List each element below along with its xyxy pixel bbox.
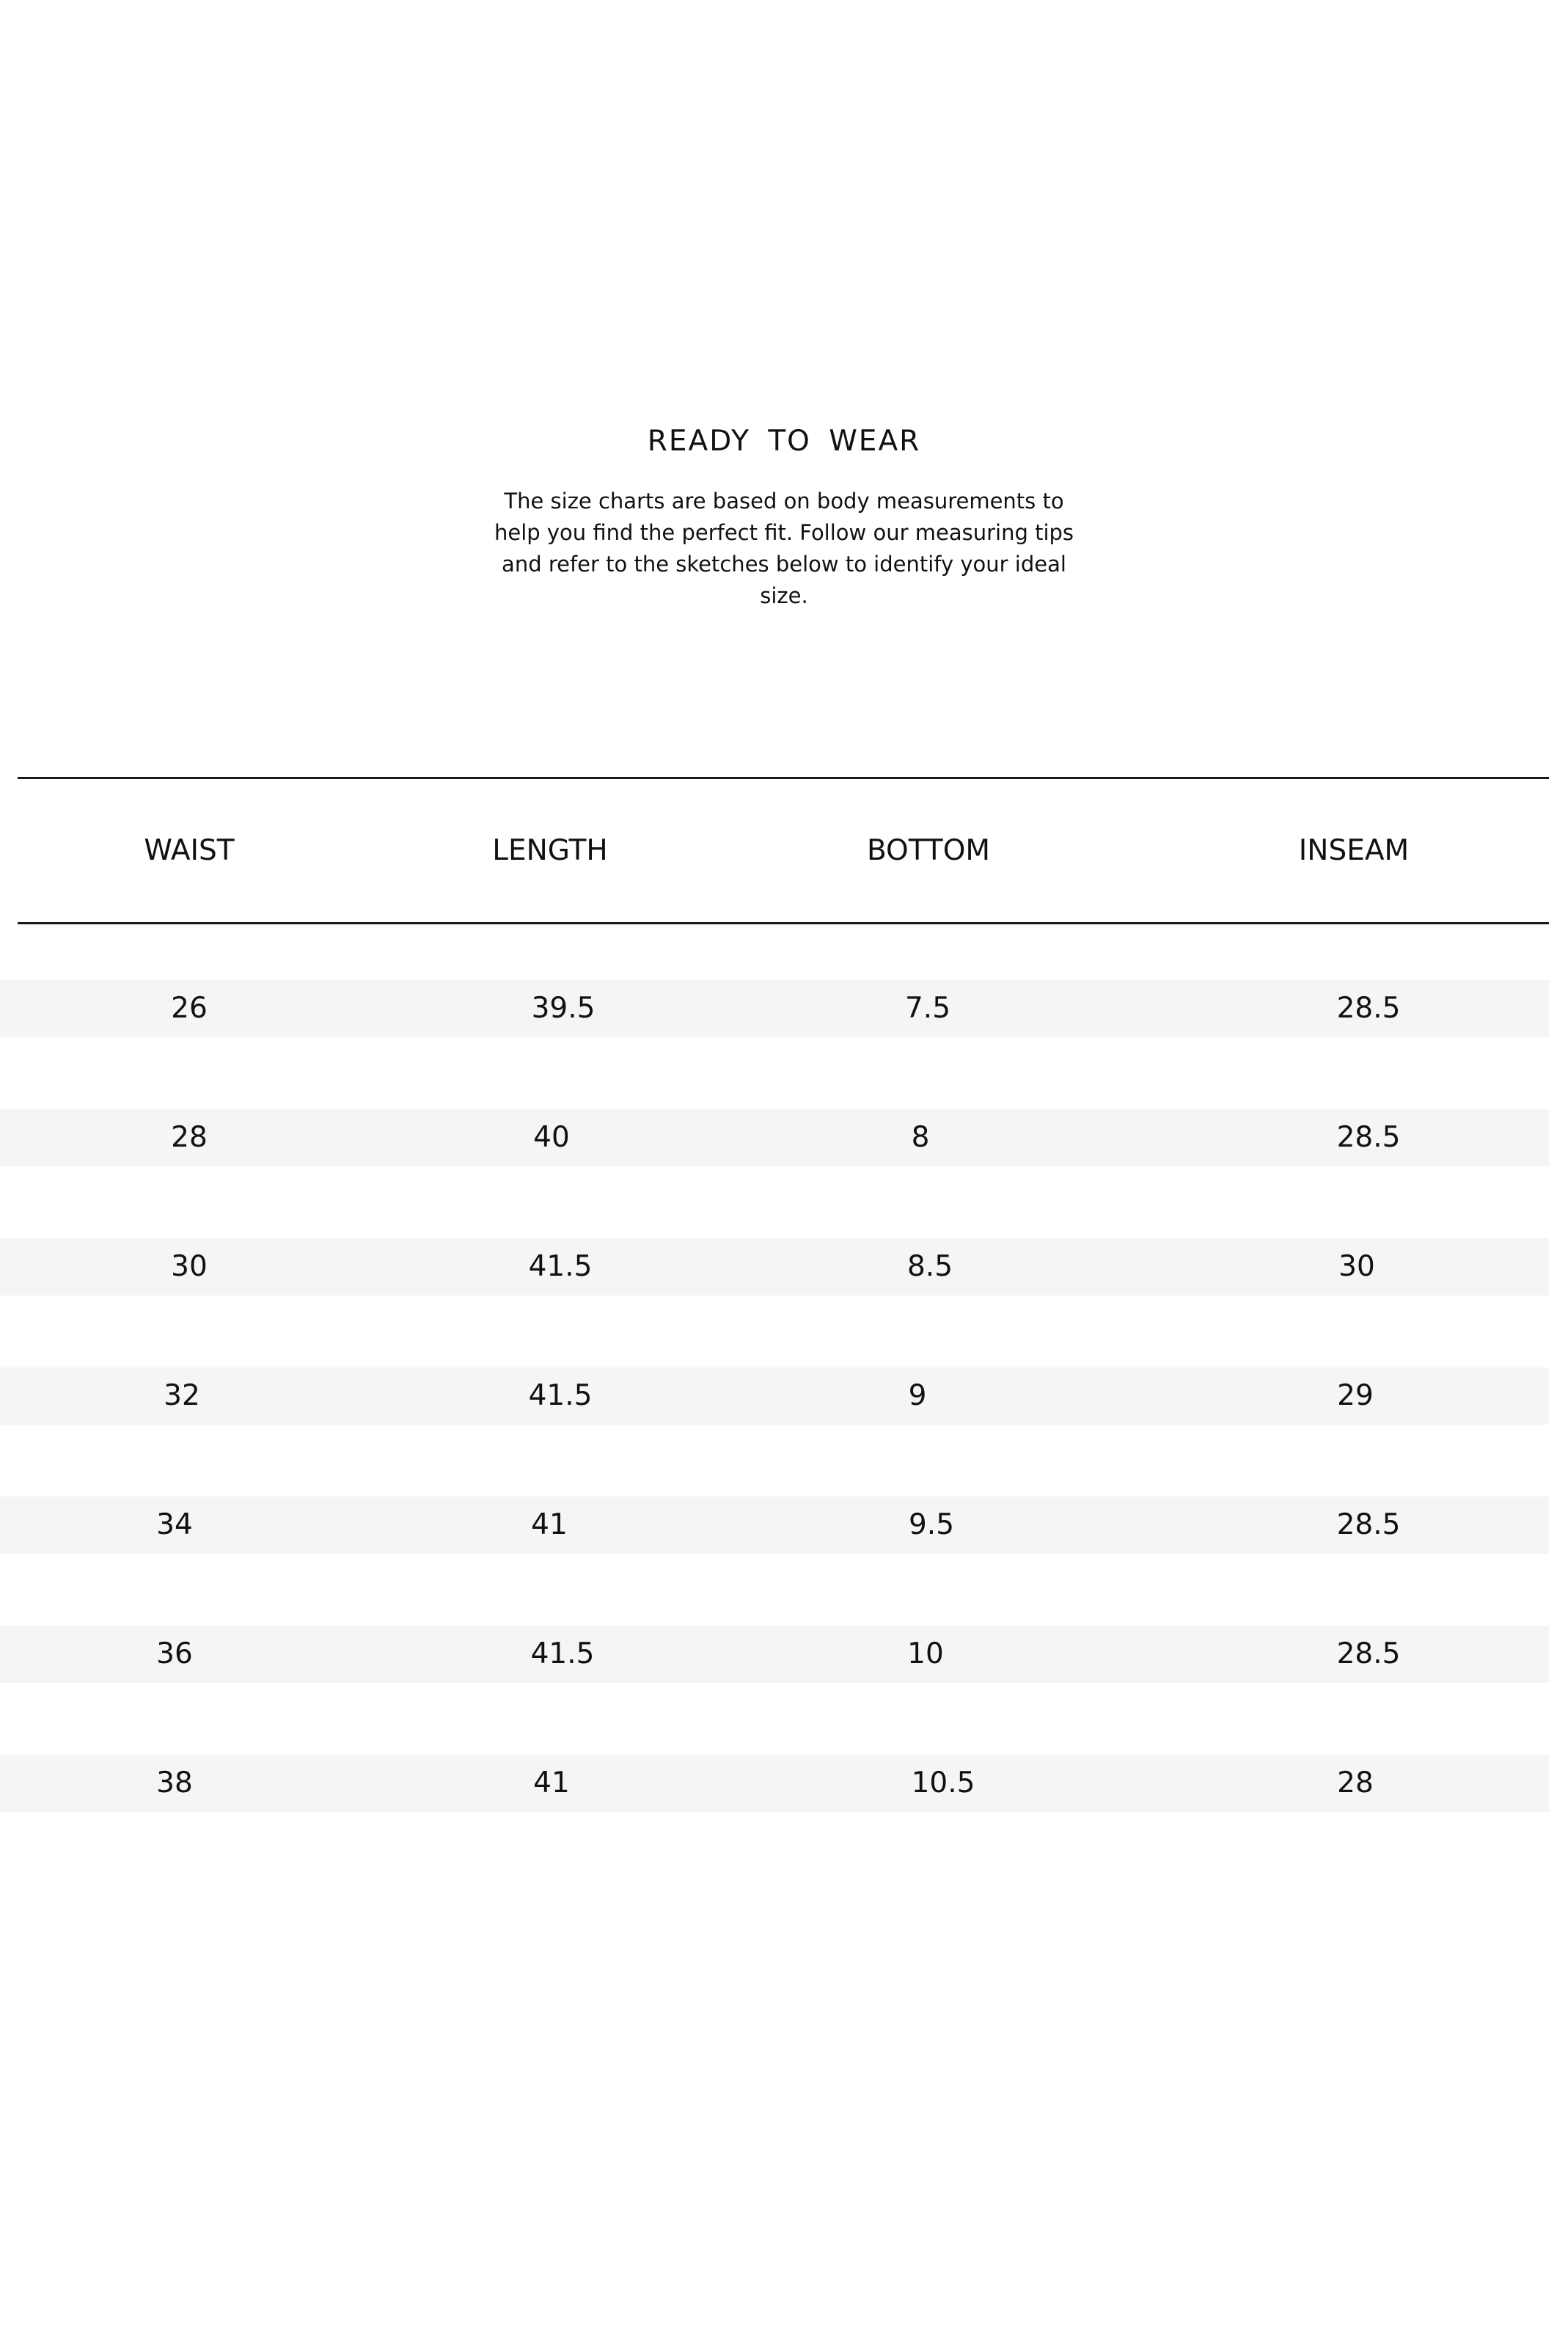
length-cell: 41 <box>531 1508 568 1541</box>
table-row <box>0 1109 1549 1166</box>
table-row <box>0 1755 1549 1812</box>
bottom-cell: 10 <box>907 1637 944 1670</box>
waist-cell: 38 <box>156 1766 193 1799</box>
page-title: READY TO WEAR <box>647 425 921 458</box>
column-header-waist: WAIST <box>144 834 235 867</box>
inseam-cell: 28.5 <box>1336 1121 1401 1154</box>
bottom-cell: 7.5 <box>904 992 951 1025</box>
length-cell: 41.5 <box>528 1379 593 1412</box>
waist-cell: 26 <box>171 992 208 1025</box>
page-description: The size charts are based on body measurements to help you find the perfect fit. Follow our measuring tips and refer to the sketches below to identify your ideal size. <box>494 489 1074 608</box>
inseam-cell: 29 <box>1337 1379 1374 1412</box>
table-header-rule <box>18 922 1549 924</box>
table-row <box>0 980 1549 1037</box>
bottom-cell: 10.5 <box>911 1766 975 1799</box>
length-cell: 41.5 <box>530 1637 595 1670</box>
waist-cell: 28 <box>171 1121 208 1154</box>
waist-cell: 30 <box>171 1250 208 1283</box>
length-cell: 41 <box>533 1766 570 1799</box>
bottom-cell: 9.5 <box>908 1508 955 1541</box>
inseam-cell: 30 <box>1338 1250 1375 1283</box>
inseam-cell: 28.5 <box>1336 992 1401 1025</box>
table-row <box>0 1497 1549 1554</box>
table-row <box>0 1367 1549 1425</box>
inseam-cell: 28 <box>1337 1766 1374 1799</box>
inseam-cell: 28.5 <box>1336 1637 1401 1670</box>
length-cell: 40 <box>533 1121 570 1154</box>
column-header-length: LENGTH <box>492 834 608 867</box>
length-cell: 41.5 <box>528 1250 593 1283</box>
bottom-cell: 8.5 <box>906 1250 953 1283</box>
waist-cell: 36 <box>156 1637 193 1670</box>
bottom-cell: 9 <box>908 1379 927 1412</box>
table-top-rule <box>18 777 1549 779</box>
waist-cell: 34 <box>156 1508 193 1541</box>
column-header-inseam: INSEAM <box>1298 834 1410 867</box>
table-row <box>0 1626 1549 1683</box>
column-header-bottom: BOTTOM <box>866 834 991 867</box>
bottom-cell: 8 <box>911 1121 930 1154</box>
waist-cell: 32 <box>164 1379 200 1412</box>
inseam-cell: 28.5 <box>1336 1508 1401 1541</box>
table-row <box>0 1238 1549 1296</box>
length-cell: 39.5 <box>531 992 596 1025</box>
